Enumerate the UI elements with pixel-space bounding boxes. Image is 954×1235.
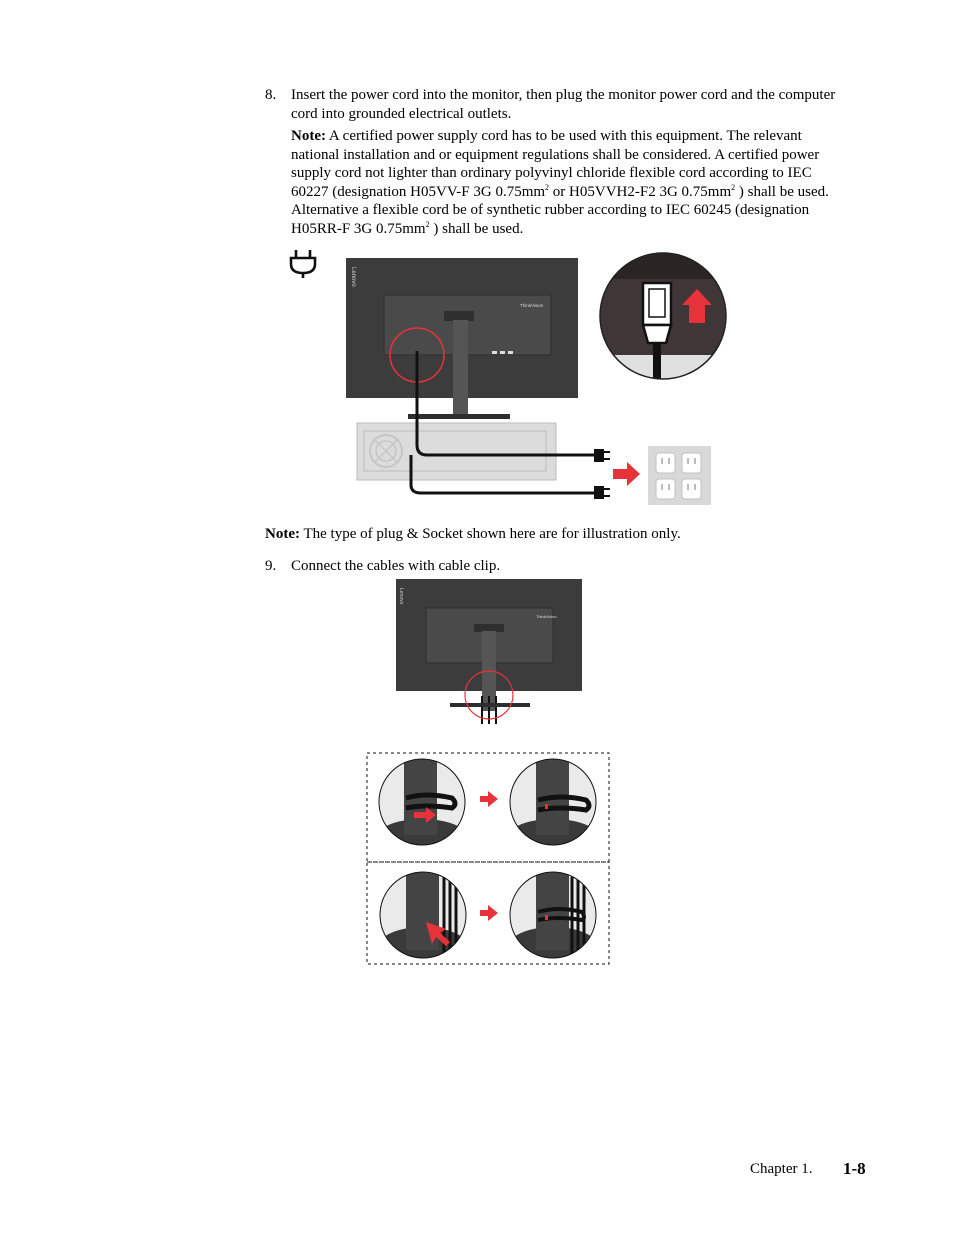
right-arrow-icon <box>480 791 498 807</box>
superscript: 2 <box>545 182 550 192</box>
monitor-brand: Lenovo <box>398 588 404 605</box>
superscript: 2 <box>731 182 736 192</box>
monitor-stand-base <box>450 703 530 707</box>
note-line-4c: ) shall be used. <box>735 183 829 200</box>
step-8-line-2: cord into grounded electrical outlets. <box>291 105 512 122</box>
note-line-5: Alternative a flexible cord be of synthetic rubber according to IEC 60245 (designation <box>291 202 810 219</box>
panel-brand: ThinkVision <box>536 614 557 619</box>
footer-chapter: Chapter 1. <box>750 1161 813 1177</box>
right-arrow-icon <box>480 905 498 921</box>
note-line-3: supply cord not lighter than ordinary polyvinyl chloride flexible cord according to IEC <box>291 165 812 182</box>
monitor-stand-base <box>408 414 510 419</box>
plug-icon <box>594 449 610 499</box>
note-text: The type of plug & Socket shown here are for illustration only. <box>299 526 681 542</box>
cable-clip-steps-illustration <box>366 752 611 966</box>
note-line-1: A certified power supply cord has to be used with this equipment. The relevant <box>325 128 802 144</box>
step-8-line-1: Insert the power cord into the monitor, then plug the monitor power cord and the computer <box>291 87 836 103</box>
monitor-brand: Lenovo <box>350 267 356 287</box>
note-line-2: national installation and or equipment regulations shall be considered. A certified power <box>291 146 820 163</box>
monitor-stand-neck <box>453 320 468 417</box>
cable-clip-monitor-illustration <box>390 576 590 728</box>
step-9-text: Connect the cables with cable clip. <box>291 558 501 574</box>
right-arrow-icon <box>613 462 640 486</box>
note-label: Note: <box>265 526 300 542</box>
note-line-4a: 60227 (designation H05VV-F 3G 0.75mm <box>291 183 546 200</box>
step-9-number: 9. <box>265 558 277 574</box>
step-8-text <box>291 86 871 123</box>
power-cord-illustration <box>280 245 730 510</box>
clip-step-4 <box>508 870 600 966</box>
footer-page-number: 1-8 <box>843 1159 866 1178</box>
note-line-4b: or H05VVH2-F2 3G 0.75mm <box>549 183 732 200</box>
clip-step-1 <box>376 757 468 855</box>
plug-socket-note <box>265 525 865 544</box>
note-line-6a: H05RR-F 3G 0.75mm <box>291 220 426 237</box>
clip-step-3 <box>378 870 470 966</box>
superscript: 2 <box>425 219 430 229</box>
note-label: Note: <box>291 128 326 144</box>
step-8-number: 8. <box>265 87 277 103</box>
power-plug-icon <box>291 250 315 278</box>
note-line-6b: ) shall be used. <box>429 220 524 237</box>
panel-brand: ThinkVision <box>520 303 544 308</box>
certified-cord-note <box>291 127 861 239</box>
power-connector-zoom <box>598 251 728 383</box>
